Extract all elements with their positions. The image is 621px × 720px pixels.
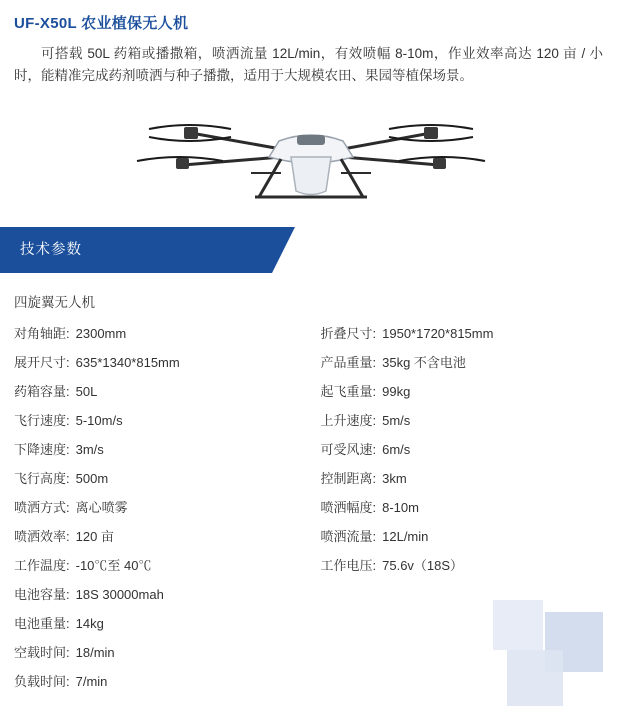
spec-label: 控制距离: — [320, 471, 377, 486]
spec-value: 1950*1720*815mm — [382, 326, 494, 341]
spec-value: 2300mm — [75, 326, 127, 341]
spec-label: 喷洒幅度: — [320, 500, 377, 515]
spec-row — [14, 638, 313, 667]
spec-value: 120 亩 — [75, 529, 114, 544]
page-title: UF-X50L 农业植保无人机 — [14, 15, 189, 32]
decorative-square-1 — [493, 600, 543, 650]
spec-label: 空载时间: — [14, 645, 70, 660]
spec-row — [14, 348, 313, 377]
spec-label: 电池重量: — [14, 616, 70, 631]
spec-value: 7/min — [75, 674, 108, 689]
spec-value: 18S 30000mah — [75, 587, 164, 602]
spec-value: 635*1340*815mm — [75, 355, 180, 370]
section-banner — [0, 227, 621, 273]
spec-label: 折叠尺寸: — [320, 326, 377, 341]
spec-label: 负载时间: — [14, 674, 70, 689]
spec-label: 喷洒效率: — [14, 529, 70, 544]
spec-label: 对角轴距: — [14, 326, 70, 341]
spec-value: 5m/s — [382, 413, 411, 428]
spec-column-left — [14, 319, 313, 696]
spec-value: 500m — [75, 471, 109, 486]
product-image — [0, 101, 621, 211]
spec-row — [14, 406, 313, 435]
spec-row — [321, 522, 612, 551]
spec-value: 5-10m/s — [75, 413, 123, 428]
spec-label: 工作电压: — [320, 558, 377, 573]
spec-row — [14, 493, 313, 522]
spec-heading: 四旋翼无人机 — [14, 295, 95, 310]
spec-row — [14, 377, 313, 406]
product-description: 可搭载 50L 药箱或播撒箱，喷洒流量 12L/min，有效喷幅 8-10m，作业效率高达 120 亩 / 小时，能精准完成药剂喷洒与种子播撒，适用于大规模农田、果园等植保场景。 — [14, 46, 603, 83]
banner-shape — [0, 227, 272, 273]
spec-row — [14, 609, 313, 638]
spec-label: 喷洒方式: — [14, 500, 70, 515]
spec-label: 产品重量: — [320, 355, 377, 370]
spec-label: 上升速度: — [320, 413, 377, 428]
spec-label: 可受风速: — [320, 442, 377, 457]
spec-value: 50L — [75, 384, 98, 399]
spec-value: -10℃至 40℃ — [75, 558, 152, 573]
spec-row — [14, 522, 313, 551]
spec-value: 99kg — [382, 384, 411, 399]
spec-label: 药箱容量: — [14, 384, 70, 399]
spec-value: 8-10m — [382, 500, 419, 515]
spec-row — [321, 493, 612, 522]
spec-value: 3m/s — [75, 442, 104, 457]
spec-value: 35kg 不含电池 — [382, 355, 466, 370]
spec-row — [321, 551, 612, 580]
spec-row — [14, 319, 313, 348]
spec-label: 飞行速度: — [14, 413, 70, 428]
spec-row — [14, 551, 313, 580]
spec-row — [14, 667, 313, 696]
spec-label: 展开尺寸: — [14, 355, 70, 370]
spec-label: 下降速度: — [14, 442, 70, 457]
spec-value: 离心喷雾 — [75, 500, 128, 515]
spec-row — [14, 580, 313, 609]
spec-value: 75.6v（18S） — [382, 558, 464, 573]
drone-illustration — [131, 101, 491, 211]
spec-label: 电池容量: — [14, 587, 70, 602]
spec-label: 起飞重量: — [320, 384, 377, 399]
spec-value: 3km — [382, 471, 407, 486]
spec-label: 工作温度: — [14, 558, 70, 573]
spec-row — [321, 435, 612, 464]
spec-row — [321, 319, 612, 348]
spec-row — [321, 464, 612, 493]
spec-row — [321, 406, 612, 435]
decorative-square-3 — [507, 650, 563, 706]
banner-label: 技术参数 — [20, 242, 82, 258]
spec-value: 14kg — [75, 616, 104, 631]
spec-row — [321, 377, 612, 406]
spec-label: 喷洒流量: — [320, 529, 377, 544]
spec-label: 飞行高度: — [14, 471, 70, 486]
spec-value: 18/min — [75, 645, 115, 660]
spec-row — [14, 464, 313, 493]
spec-value: 12L/min — [382, 529, 429, 544]
spec-row — [321, 348, 612, 377]
spec-row — [14, 435, 313, 464]
spec-value: 6m/s — [382, 442, 411, 457]
